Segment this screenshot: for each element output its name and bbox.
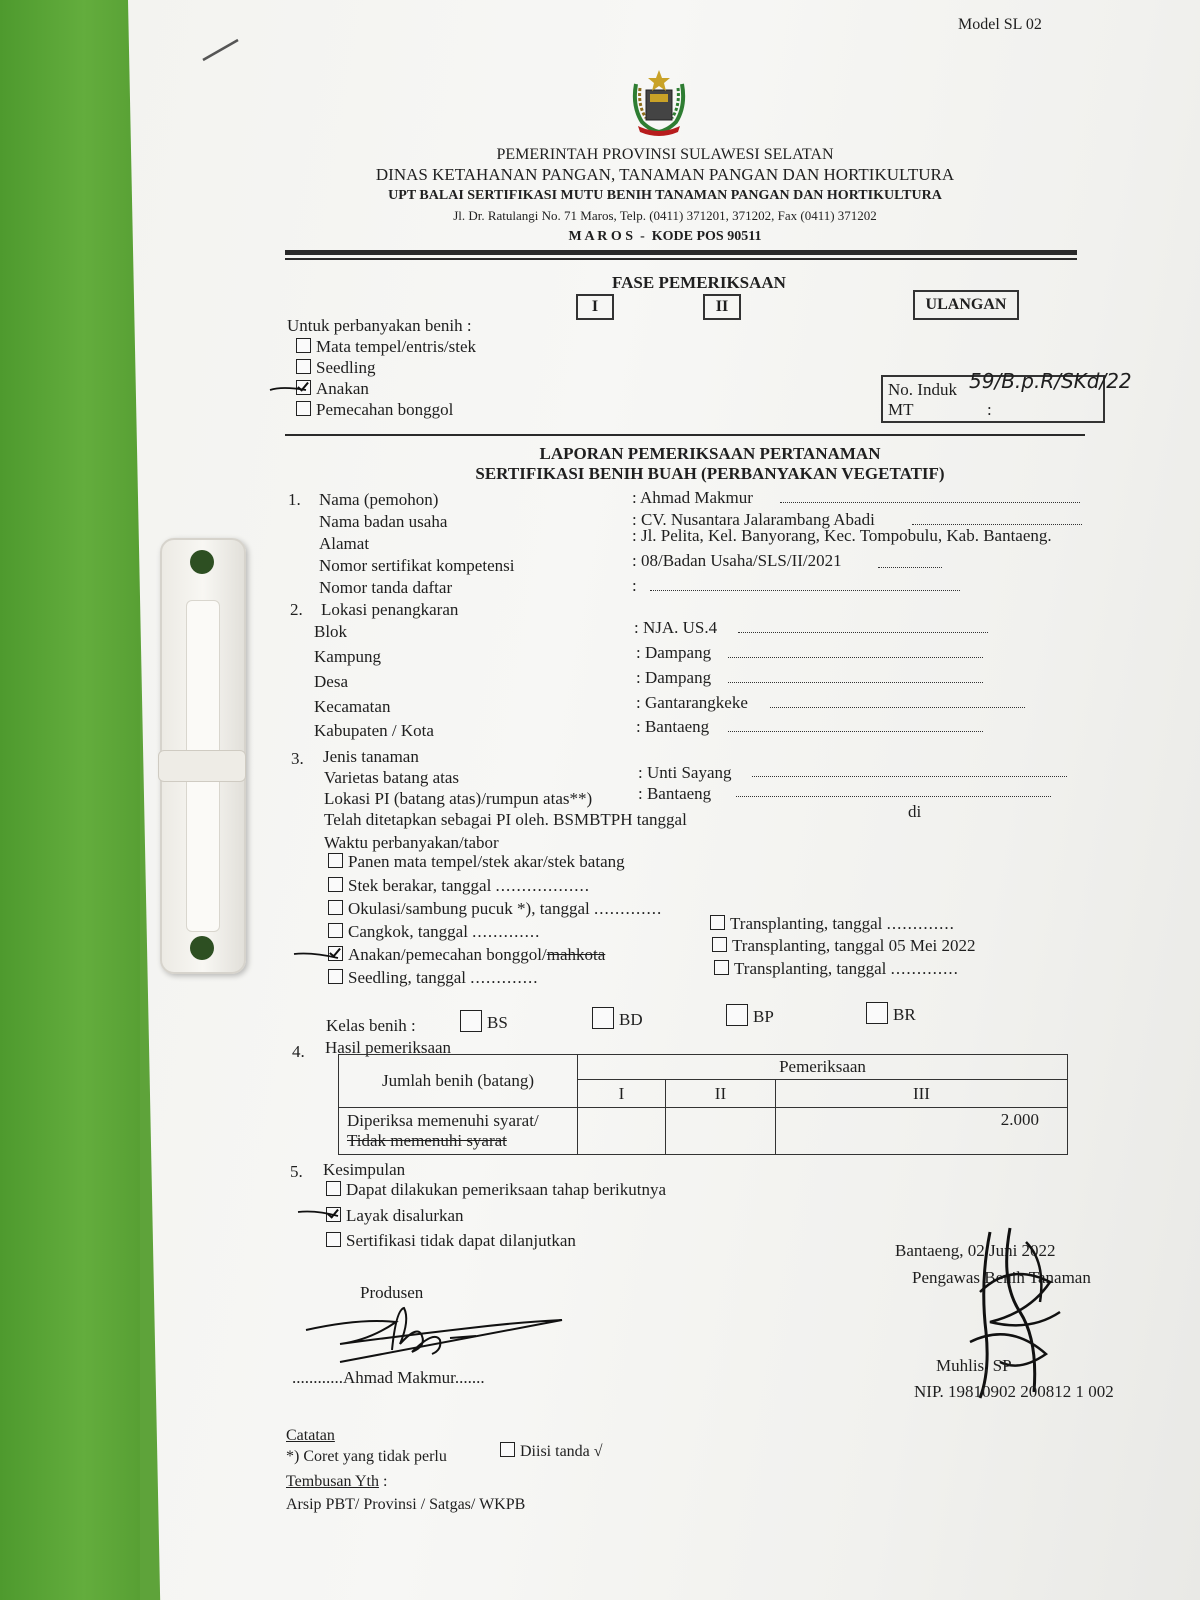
field-label: Nomor sertifikat kompetensi [319,556,515,575]
field-value: : Ahmad Makmur [632,488,753,507]
header-line-3: UPT BALAI SERTIFIKASI MUTU BENIH TANAMAN PANGAN DAN HORTIKULTURA [388,188,942,203]
notes-title: Catatan [286,1427,335,1444]
field-value: : Bantaeng [636,717,710,736]
binder-clip [160,538,246,974]
notes-diisi: Diisi tanda √ [500,1442,603,1461]
dotted-fill [650,590,960,591]
lokasi-pi-label: Lokasi PI (batang atas)/rumpun atas**) [324,789,593,808]
dotted-fill [728,731,983,732]
propagation-option: Pemecahan bonggol [296,400,453,420]
arsip: Arsip PBT/ Provinsi / Satgas/ WKPB [286,1496,526,1513]
officer-nip: NIP. 19810902 200812 1 002 [914,1382,1114,1401]
field-value: : Gantarangkeke [636,693,748,712]
model-code: Model SL 02 [958,16,1042,33]
waktu-option: Panen mata tempel/stek akar/stek batang [328,852,625,872]
varietas-label: Varietas batang atas [324,768,459,787]
di-label: di [908,802,922,821]
section-5-number: 5. [290,1162,303,1181]
kesimpulan-option: Dapat dilakukan pemeriksaan tahap berikutnya [326,1180,666,1200]
checkbox[interactable] [500,1442,515,1457]
checkbox[interactable] [710,915,725,930]
section-5-title: Kesimpulan [323,1160,406,1179]
table-header-cell: Pemeriksaan [578,1055,1068,1080]
checkbox[interactable] [326,1232,341,1247]
header-city: M A R O S - KODE POS 90511 [568,229,762,244]
field-value: : Dampang [636,668,712,687]
table-cell [578,1108,666,1155]
phase-box-ii: II [703,294,741,320]
report-title-1: LAPORAN PEMERIKSAAN PERTANAMAN [539,444,881,463]
checkbox[interactable] [328,900,343,915]
section-rule [285,434,1085,436]
field-label: Nama badan usaha [319,512,448,531]
field-label: Nama (pemohon) [319,490,439,509]
kelas-option-bs: BS [460,1010,508,1033]
field-label: Kampung [314,647,382,666]
producer-label: Produsen [360,1283,424,1302]
table-header-cell: I [578,1080,666,1108]
transplant-option: Transplanting, tanggal ............. [714,959,959,979]
ditetapkan-label: Telah ditetapkan sebagai PI oleh. BSMBTPH tanggal [324,810,687,829]
kesimpulan-option: Sertifikasi tidak dapat dilanjutkan [326,1231,576,1251]
table-header-row [339,1055,1068,1080]
table-header-cell: Jumlah benih (batang) [339,1055,578,1108]
kelas-option-br: BR [866,1002,916,1025]
checkbox[interactable] [592,1007,614,1029]
field-label: Desa [314,672,348,691]
section-3-number: 3. [291,749,304,768]
field-value: : NJA. US.4 [634,618,718,637]
header-line-2: DINAS KETAHANAN PANGAN, TANAMAN PANGAN DAN HORTIKULTURA [375,165,955,184]
propagation-option: Mata tempel/entris/stek [296,337,476,357]
officer-name: Muhlis, SP [936,1356,1012,1375]
field-value: : 08/Badan Usaha/SLS/II/2021 [632,551,842,570]
section-4-title: Hasil pemeriksaan [325,1038,452,1057]
table-header-cell: II [665,1080,775,1108]
waktu-label: Waktu perbanyakan/tabor [324,833,499,852]
field-label: Nomor tanda daftar [319,578,453,597]
table-row-label: Diperiksa memenuhi syarat/ Tidak memenuhi syarat [339,1108,578,1155]
section-2-number: 2. [290,600,303,619]
propagation-option: Seedling [296,358,376,378]
header-address: Jl. Dr. Ratulangi No. 71 Maros, Telp. (0411) 371201, 371202, Fax (0411) 371202 [453,208,877,223]
field-label: Alamat [319,534,370,553]
dotted-fill [912,524,1082,525]
mt-colon: : [987,400,992,419]
header-rule-thin [285,258,1077,260]
kelas-option-bd: BD [592,1007,643,1030]
checkbox[interactable] [296,359,311,374]
green-folder-background [0,0,140,1600]
propagation-option: Anakan [296,379,369,399]
table-cell [665,1108,775,1155]
header-rule-thick [285,250,1077,255]
hand-mark-line [296,1208,340,1220]
checkbox[interactable] [726,1004,748,1026]
mt-label: MT [888,400,914,419]
hand-mark-line [292,950,340,962]
field-value: : Jl. Pelita, Kel. Banyorang, Kec. Tompobulu, Kab. Bantaeng. [632,526,1052,545]
waktu-option: Cangkok, tanggal ............. [328,922,540,942]
pen-mark [200,36,242,64]
field-label: Kabupaten / Kota [314,721,434,740]
dotted-fill [728,657,983,658]
section-1-number: 1. [288,490,301,509]
transplant-option: Transplanting, tanggal 05 Mei 2022 [712,936,976,956]
checkbox[interactable] [328,969,343,984]
kelas-option-bp: BP [726,1004,774,1027]
clip-hole-bottom [190,936,214,960]
induk-value-handwritten: 59/B.p.R/SKd/22 [969,369,1132,393]
section-2-title: Lokasi penangkaran [321,600,459,619]
checkbox[interactable] [296,401,311,416]
phase-box-i: I [576,294,614,320]
checkbox[interactable] [296,338,311,353]
section-3-title: Jenis tanaman [323,747,419,766]
field-label: Kecamatan [314,697,391,716]
dotted-fill [736,796,1051,797]
producer-name: ............Ahmad Makmur....... [292,1368,485,1387]
checkbox[interactable] [328,853,343,868]
hand-mark-line [268,384,308,394]
waktu-option: Stek berakar, tanggal .................. [328,876,590,896]
waktu-option: Anakan/pemecahan bonggol/mahkota [328,945,605,965]
field-value: : Dampang [636,643,712,662]
induk-box [881,369,1132,423]
lokasi-pi-value: : Bantaeng [638,784,712,803]
table-header-cell: III [775,1080,1067,1108]
field-value: : [632,576,637,595]
notes-coret: *) Coret yang tidak perlu [286,1448,447,1465]
checkbox[interactable] [866,1002,888,1024]
dotted-fill [752,776,1067,777]
results-table [338,1054,1068,1155]
checkbox[interactable] [326,1181,341,1196]
dotted-fill [878,567,942,568]
place-date: Bantaeng, 02 Juni 2022 [895,1241,1056,1260]
table-cell: 2.000 [775,1108,1067,1155]
table-row [339,1108,1068,1155]
checkbox[interactable] [328,877,343,892]
dotted-fill [770,707,1025,708]
waktu-option: Seedling, tanggal ............. [328,968,539,988]
field-value: : CV. Nusantara Jalarambang Abadi [632,510,875,529]
tembusan: Tembusan Yth : [286,1473,388,1490]
checkbox[interactable] [712,937,727,952]
section-4-number: 4. [292,1042,305,1061]
checkbox[interactable] [328,923,343,938]
induk-label: No. Induk [888,380,957,399]
transplant-option: Transplanting, tanggal ............. [710,914,955,934]
kesimpulan-option: Layak disalurkan [326,1206,464,1226]
dotted-fill [780,502,1080,503]
varietas-value: : Unti Sayang [638,763,732,782]
header-line-1: PEMERINTAH PROVINSI SULAWESI SELATAN [496,146,834,163]
officer-role: Pengawas Benih Tanaman [912,1268,1091,1287]
dotted-fill [728,682,983,683]
checkbox[interactable] [460,1010,482,1032]
waktu-option: Okulasi/sambung pucuk *), tanggal ............. [328,899,662,919]
province-emblem-icon [628,66,690,136]
dotted-fill [738,632,988,633]
phase-box-ulangan: ULANGAN [913,290,1019,320]
field-label: Blok [314,622,348,641]
checkbox[interactable] [714,960,729,975]
report-title-2: SERTIFIKASI BENIH BUAH (PERBANYAKAN VEGETATIF) [475,464,945,483]
clip-hole-top [190,550,214,574]
phase-title: FASE PEMERIKSAAN [612,273,786,292]
propagation-label: Untuk perbanyakan benih : [287,316,472,335]
kelas-label: Kelas benih : [326,1016,416,1035]
clip-band [158,750,246,782]
